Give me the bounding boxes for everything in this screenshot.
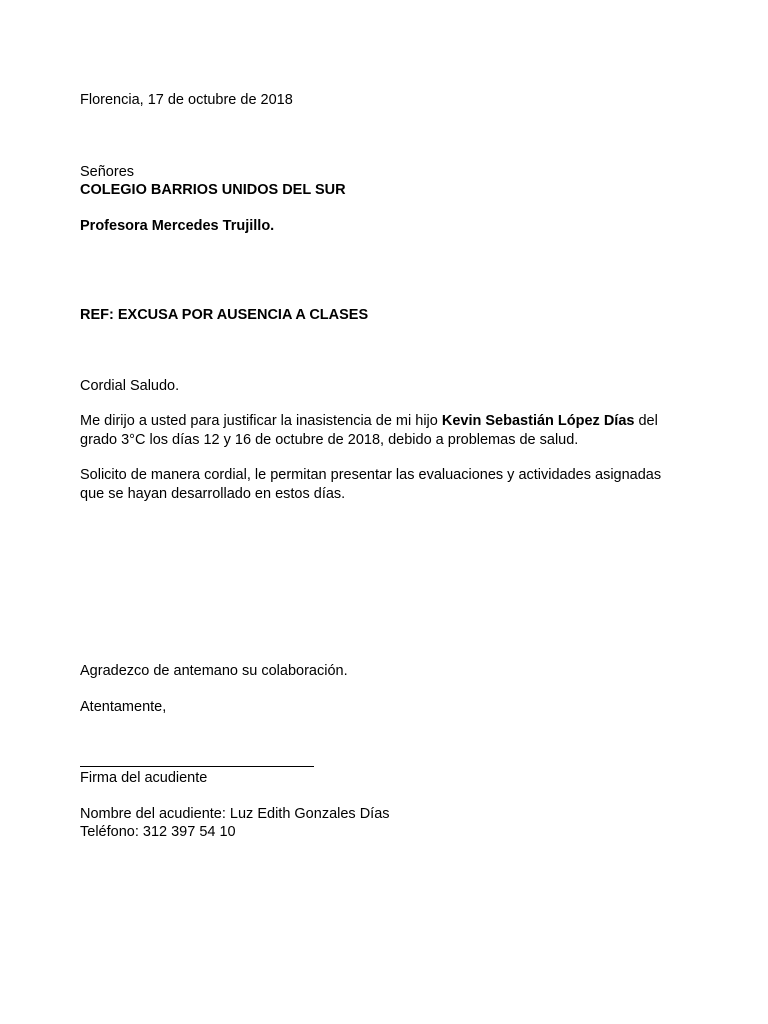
paragraph-1-line-1 bbox=[80, 412, 658, 430]
school-name: COLEGIO BARRIOS UNIDOS DEL SUR bbox=[80, 182, 346, 198]
paragraph-1-text: Me dirijo a usted para justificar la inasistencia de mi hijo bbox=[80, 413, 442, 429]
paragraph-1-line-2: grado 3°C los días 12 y 16 de octubre de 2018, debido a problemas de salud. bbox=[80, 432, 579, 448]
paragraph-1-tail: del bbox=[634, 413, 658, 429]
student-name: Kevin Sebastián López Días bbox=[441, 413, 635, 429]
salutation-to: Señores bbox=[80, 164, 135, 180]
greeting: Cordial Saludo. bbox=[80, 378, 180, 394]
teacher-name: Profesora Mercedes Trujillo. bbox=[80, 218, 275, 234]
signature-line bbox=[80, 766, 314, 767]
phone-number: Teléfono: 312 397 54 10 bbox=[80, 824, 236, 840]
signature-label: Firma del acudiente bbox=[80, 770, 208, 786]
place-date: Florencia, 17 de octubre de 2018 bbox=[80, 92, 293, 108]
guardian-name: Nombre del acudiente: Luz Edith Gonzales Días bbox=[80, 806, 390, 822]
paragraph-2-line-1: Solicito de manera cordial, le permitan presentar las evaluaciones y actividades asignadas bbox=[80, 467, 662, 483]
reference-line: REF: EXCUSA POR AUSENCIA A CLASES bbox=[80, 307, 369, 323]
paragraph-2-line-2: que se hayan desarrollado en estos días. bbox=[80, 486, 346, 502]
closing: Atentamente, bbox=[80, 699, 167, 715]
thanks-line: Agradezco de antemano su colaboración. bbox=[80, 663, 348, 679]
